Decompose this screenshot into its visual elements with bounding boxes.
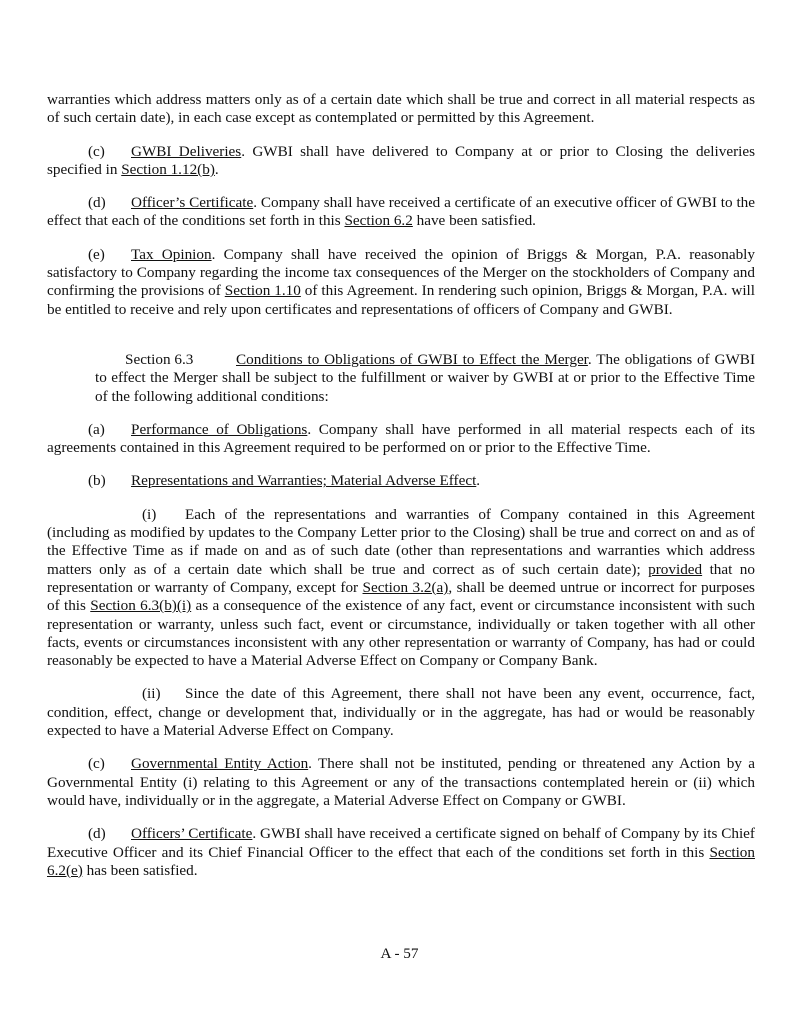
- tax-opinion-paragraph: (e) Tax Opinion. Company shall have received the opinion of Briggs & Morgan, P.A. reasonably satisfactory to Company regarding the income tax consequences of the Merger on the stockholders of Company and confirming the provisions of Section 1.10 of this Agreement. In rendering such opinion, Briggs & Morgan, P.A. will be entitled to receive and rely upon certificates and representations of officers of Company and GWBI.: [47, 245, 755, 318]
- section-heading: Conditions to Obligations of GWBI to Effect the Merger: [236, 350, 588, 368]
- officers-certificate-2-paragraph: (d) Officers’ Certificate. GWBI shall have received a certificate signed on behalf of Company by its Chief Executive Officer and its Chief Financial Officer to the effect that each of the conditions set forth in this Section 6.2(e) has been satisfied.: [47, 825, 755, 879]
- item-heading: Governmental Entity Action: [131, 755, 309, 773]
- item-label: (a): [88, 420, 105, 438]
- section-reference: Section 6.2(e): [47, 843, 755, 879]
- item-heading: Tax Opinion: [131, 245, 212, 263]
- section-reference: Section 6.3(b)(i): [90, 597, 192, 615]
- gwbi-deliveries-paragraph: (c) GWBI Deliveries. GWBI shall have delivered to Company at or prior to Closing the deliveries specified in Section 1.12(b).: [47, 142, 755, 178]
- section-reference: Section 1.12(b): [121, 160, 215, 178]
- section-label: Section 6.3: [125, 350, 194, 368]
- item-label: (c): [88, 755, 105, 773]
- section-reference: Section 3.2(a): [362, 578, 449, 596]
- item-label: (b): [88, 472, 106, 490]
- performance-paragraph: (a) Performance of Obligations. Company shall have performed in all material respects each of its agreements contained in this Agreement required to be performed on or prior to the Effective Time.: [47, 420, 756, 457]
- section-6-3-paragraph: Section 6.3 Conditions to Obligations of GWBI to Effect the Merger. The obligations of GWBI to effect the Merger shall be subject to the fulfillment or waiver by GWBI at or prior to the Effective Time of the following additional conditions:: [95, 350, 755, 405]
- officers-certificate-paragraph: (d) Officer’s Certificate. Company shall have received a certificate of an executive officer of GWBI to the effect that each of the conditions set forth in this Section 6.2 have been satisfied.: [47, 194, 755, 230]
- reps-warranties-paragraph: (b) Representations and Warranties; Material Adverse Effect.: [88, 472, 481, 490]
- item-label: (c): [88, 142, 105, 160]
- subsection-i-paragraph: (i) Each of the representations and warranties of Company contained in this Agreement (including as modified by updates to the Company Letter prior to the Closing) shall be true and correct on and as of the Effective Time as if made on and as of such date (other than representations and warranties which address matters only as of a certain date which shall be true and correct as of such certain date); provided that no representation or warranty of Company, except for Section 3.2(a), shall be deemed untrue or incorrect for purposes of this Section 6.3(b)(i) as a consequence of the existence of any fact, event or circumstance inconsistent with such representation or warranty, unless such fact, event or circumstance, individually or taken together with all other facts, events or circumstances inconsistent with any other representation or warranty of Company, has had or could reasonably be expected to have a Material Adverse Effect on Company or Company Bank.: [47, 505, 755, 670]
- subitem-label: (i): [142, 505, 157, 523]
- item-heading: GWBI Deliveries: [131, 142, 242, 160]
- provided-term: provided: [648, 560, 703, 578]
- document-page: [47, 91, 755, 895]
- item-label: (d): [88, 825, 106, 843]
- subsection-ii-paragraph: (ii) Since the date of this Agreement, there shall not have been any event, occurrence, fact, condition, effect, change or development that, individually or in the aggregate, has had or would be reasonably expected to have a Material Adverse Effect on Company.: [47, 685, 755, 740]
- item-heading: Officer’s Certificate: [131, 194, 254, 212]
- item-label: (e): [88, 245, 105, 263]
- item-heading: Officers’ Certificate: [131, 825, 253, 843]
- item-heading: Representations and Warranties; Material Adverse Effect: [131, 472, 477, 490]
- page-number: A - 57: [380, 945, 419, 962]
- item-label: (d): [88, 194, 106, 212]
- governmental-action-paragraph: (c) Governmental Entity Action. There shall not be instituted, pending or threatened any Action by a Governmental Entity (i) relating to this Agreement or any of the transactions contemplated herein or (ii) which would have, individually or in the aggregate, a Material Adverse Effect on Company or GWBI.: [47, 755, 755, 809]
- continuation-paragraph: warranties which address matters only as of a certain date which shall be true and correct in all material respects as of such certain date), in each case except as contemplated or permitted by this Agreement.: [47, 91, 755, 127]
- item-heading: Performance of Obligations: [131, 420, 308, 438]
- section-reference: Section 6.2: [344, 212, 413, 230]
- section-reference: Section 1.10: [224, 282, 301, 300]
- subitem-label: (ii): [142, 685, 161, 703]
